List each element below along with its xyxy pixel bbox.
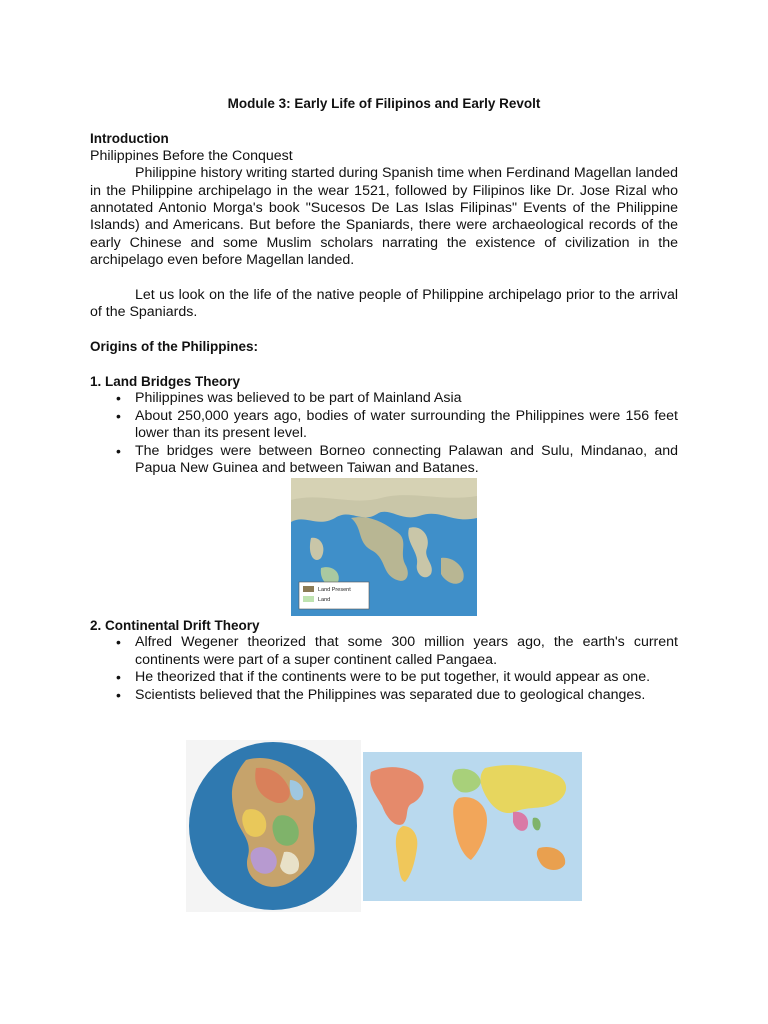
list-item: • Philippines was believed to be part of Mainland Asia — [90, 390, 678, 407]
continental-drift-heading: 2. Continental Drift Theory — [90, 618, 260, 633]
map-legend-label: Land Present — [318, 587, 351, 593]
intro-subheading: Philippines Before the Conquest — [90, 147, 293, 164]
intro-paragraph-1: Philippine history writing started during Spanish time when Ferdinand Magellan landed in the Philippine archipelago in the wear 1521, followed by Filipinos like Dr. Jose Rizal who annotated Antonio Morga's book "Sucesos De Las Islas Filipinas" Events of the Philippine Islands) and Americans. But before the Spaniards, there were archaeological records of the early Chinese and some Muslim scholars narrating the existence of civilization in the archipelago even before Magellan landed. — [90, 165, 678, 269]
land-bridges-map-image — [291, 478, 477, 616]
document-page — [90, 95, 678, 477]
origins-heading: Origins of the Philippines: — [90, 339, 259, 355]
continental-drift-list — [90, 634, 678, 704]
list-item: • Scientists believed that the Philippines was separated due to geological changes. — [90, 687, 678, 704]
land-bridges-list — [90, 390, 678, 477]
land-bridges-heading: 1. Land Bridges Theory — [90, 373, 241, 389]
list-item: • About 250,000 years ago, bodies of water surrounding the Philippines were 156 feet lower than its present level. — [90, 408, 678, 443]
world-map-image — [363, 752, 582, 901]
pangaea-globe-image — [186, 740, 361, 912]
list-item: • Alfred Wegener theorized that some 300 million years ago, the earth's current continents were part of a super continent called Pangaea. — [90, 634, 678, 669]
page-title: Module 3: Early Life of Filipinos and Early Revolt — [227, 96, 541, 111]
intro-paragraph-2: Let us look on the life of the native people of Philippine archipelago prior to the arrival of the Spaniards. — [90, 286, 678, 321]
map-legend-label: Land — [318, 597, 331, 603]
intro-heading: Introduction — [90, 131, 169, 147]
list-item: • He theorized that if the continents were to be put together, it would appear as one. — [90, 669, 678, 686]
document-page-lower — [90, 617, 678, 704]
list-item: • The bridges were between Borneo connecting Palawan and Sulu, Mindanao, and Papua New Guinea and between Taiwan and Batanes. — [90, 443, 678, 478]
